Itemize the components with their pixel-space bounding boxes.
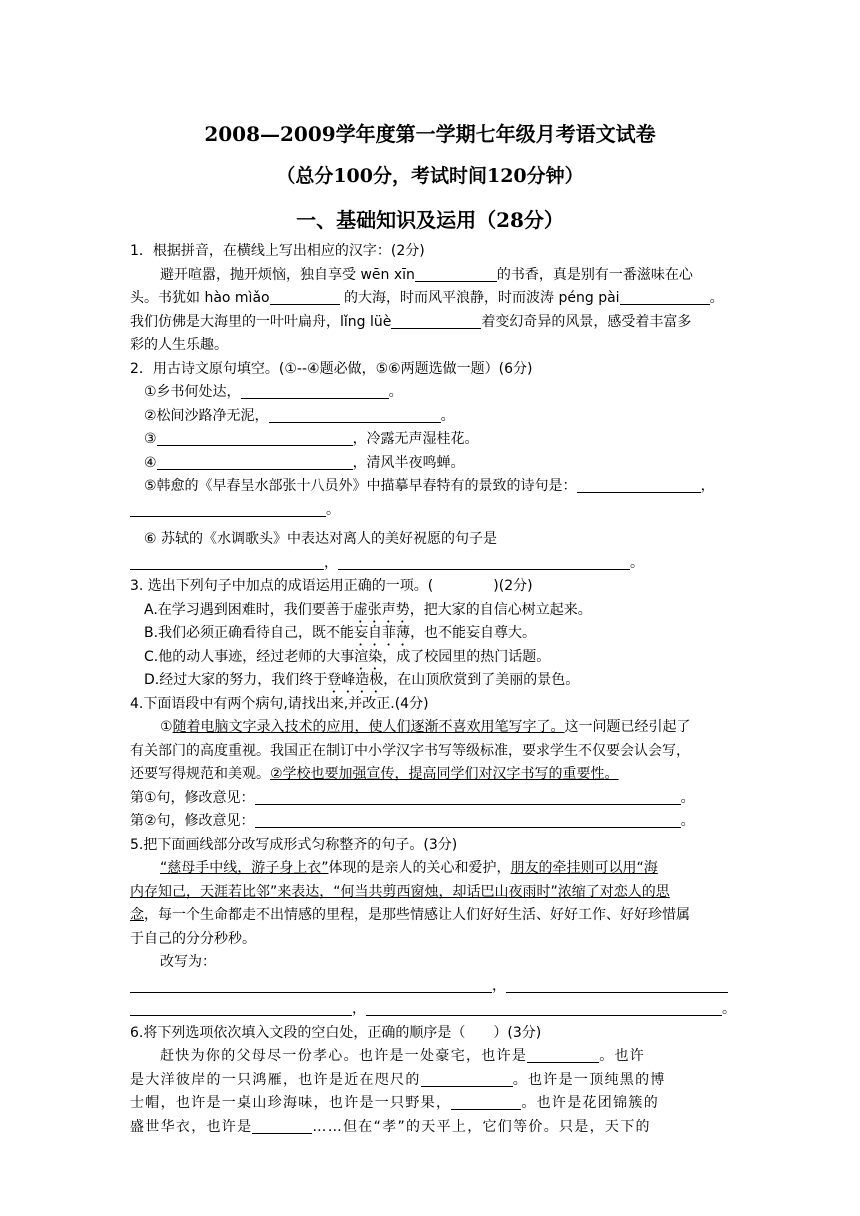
answer-blank[interactable] xyxy=(421,1070,513,1087)
q3-option-a: A.在学习遇到困难时，我们要善于虚张声势，把大家的自信心树立起来。 xyxy=(144,601,592,618)
q1-line-3: 我们仿佛是大海里的一叶叶扁舟，lǐng lüè 着变幻奇异的风景，感受着丰富多 xyxy=(130,313,692,330)
answer-blank[interactable] xyxy=(506,976,728,993)
q1-line-4: 彩的人生乐趣。 xyxy=(130,337,228,353)
answer-blank[interactable] xyxy=(130,976,492,993)
answer-blank[interactable] xyxy=(391,312,481,329)
answer-blank[interactable] xyxy=(252,1117,312,1134)
q2-item-1: ①乡书何处达， 。 xyxy=(144,384,403,400)
q2-item-5: ⑤韩愈的《早春呈水部张十八员外》中描摹早春特有的景致的诗句是： ， xyxy=(144,478,715,494)
answer-blank[interactable] xyxy=(157,429,353,446)
q4-revision-2: 第②句，修改意见： 。 xyxy=(130,813,695,829)
q2-item-2: ②松间沙路净无泥， 。 xyxy=(144,407,455,424)
q4-para-2: 有关部门的高度重视。我国正在制订中小学汉字书写等级标准，要求学生不仅要会认会写， xyxy=(130,742,690,759)
q2-item-5-cont: 。 xyxy=(130,499,730,523)
q5-line-3: 念，每一个生命都走不出情感的里程，是那些情感让人们好好生活、好好工作、好好珍惜属 xyxy=(130,907,690,923)
q2-item-6: ⑥ 苏轼的《水调歌头》中表达对离人的美好祝愿的句子是 xyxy=(144,531,497,547)
q4-revision-1: 第①句，修改意见： 。 xyxy=(130,789,695,806)
q3-stem: 3. 选出下列句子中加点的成语运用正确的一项。( )(2分) xyxy=(130,578,533,594)
q6-line-2: 是大洋彼岸的一只鸿雁，也许是近在咫尺的 。也许是一顶纯黑的博 xyxy=(130,1071,666,1088)
q5-rewrite-label: 改写为： xyxy=(160,954,216,970)
q6-line-4: 盛世华衣，也许是 ……但在“孝”的天平上，它们等价。只是，天下的 xyxy=(130,1118,651,1135)
q1-line-1: 避开喧嚣，抛开烦恼，独自享受 wēn xīn 的书香，真是别有一番滋味在心 xyxy=(160,266,693,283)
q3-option-b: B.我们必须正确看待自己，既不能妄自菲薄，也不能妄自尊大。 xyxy=(144,625,537,641)
q1-line-2: 头。书犹如 hào mìǎo 的大海，时而风平浪静，时而波涛 péng pài 。 xyxy=(130,290,724,306)
q4-stem: 4.下面语段中有两个病句,请找出来,并改正.(4分) xyxy=(130,695,429,712)
answer-blank[interactable] xyxy=(255,811,681,828)
answer-blank[interactable] xyxy=(577,476,701,493)
q3-option-c: C.他的动人事迹，经过老师的大事渲染，成了校园里的热门话题。 xyxy=(144,648,551,665)
q6-line-3: 士帽，也许是一桌山珍海味，也许是一只野果， 。也许是花团锦簇的 xyxy=(130,1095,660,1111)
q5-line-4: 于自己的分分秒秒。 xyxy=(130,930,256,947)
q1-stem: 1．根据拼音，在横线上写出相应的汉字：(2分) xyxy=(130,243,425,259)
q5-stem: 5.把下面画线部分改写成形式匀称整齐的句子。(3分) xyxy=(130,836,458,853)
answer-blank[interactable] xyxy=(130,500,326,517)
answer-blank[interactable] xyxy=(241,382,389,399)
answer-blank[interactable] xyxy=(130,999,352,1016)
q2-stem: 2．用古诗文原句填空。(①--④题必做，⑤⑥两题选做一题）(6分) xyxy=(130,360,533,377)
q3-option-d: D.经过大家的努力，我们终于登峰造极，在山顶欣赏到了美丽的景色。 xyxy=(144,672,580,688)
answer-blank[interactable] xyxy=(255,788,681,805)
exam-subtitle: （总分100分，考试时间120分钟） xyxy=(276,165,584,187)
q6-stem: 6.将下列选项依次填入文段的空白处，正确的顺序是（ ）(3分) xyxy=(130,1024,542,1041)
q2-item-3: ③ ，冷露无声湿桂花。 xyxy=(144,431,479,447)
q5-line-2: 内存知己，天涯若比邻”来表达，“何当共剪西窗烛，却话巴山夜雨时”浓缩了对恋人的思 xyxy=(130,883,670,900)
answer-blank[interactable] xyxy=(620,288,710,305)
q4-para-3: 还要写得规范和美观。②学校也要加强宣传，提高同学们对汉字书写的重要性。 xyxy=(130,766,619,782)
q4-para-1: ①随着电脑文字录入技术的应用，使人们逐渐不喜欢用笔写字了。这一问题已经引起了 xyxy=(160,719,691,735)
answer-blank[interactable] xyxy=(157,453,353,470)
answer-blank[interactable] xyxy=(338,553,630,570)
q2-item-6-cont: ， 。 xyxy=(130,552,730,576)
answer-blank[interactable] xyxy=(366,999,722,1016)
q5-answer-1: ， xyxy=(130,975,730,999)
answer-blank[interactable] xyxy=(269,406,441,423)
answer-blank[interactable] xyxy=(415,265,497,282)
exam-body xyxy=(130,240,736,1139)
q5-answer-2: ， 。 xyxy=(130,998,730,1022)
answer-blank[interactable] xyxy=(527,1046,599,1063)
answer-blank[interactable] xyxy=(130,553,324,570)
exam-title: 2008—2009学年度第一学期七年级月考语文试卷 xyxy=(204,122,656,146)
answer-blank[interactable] xyxy=(270,288,340,305)
q5-line-1: “慈母手中线，游子身上衣”体现的是亲人的关心和爱护，朋友的牵挂则可以用“海 xyxy=(160,860,658,876)
answer-blank[interactable] xyxy=(451,1093,521,1110)
section-heading: 一、基础知识及运用（28分） xyxy=(296,208,564,232)
q6-line-1: 赶快为你的父母尽一份孝心。也许是一处豪宅，也许是 。也许 xyxy=(160,1048,646,1064)
q2-item-4: ④ ，清风半夜鸣蝉。 xyxy=(144,454,465,471)
